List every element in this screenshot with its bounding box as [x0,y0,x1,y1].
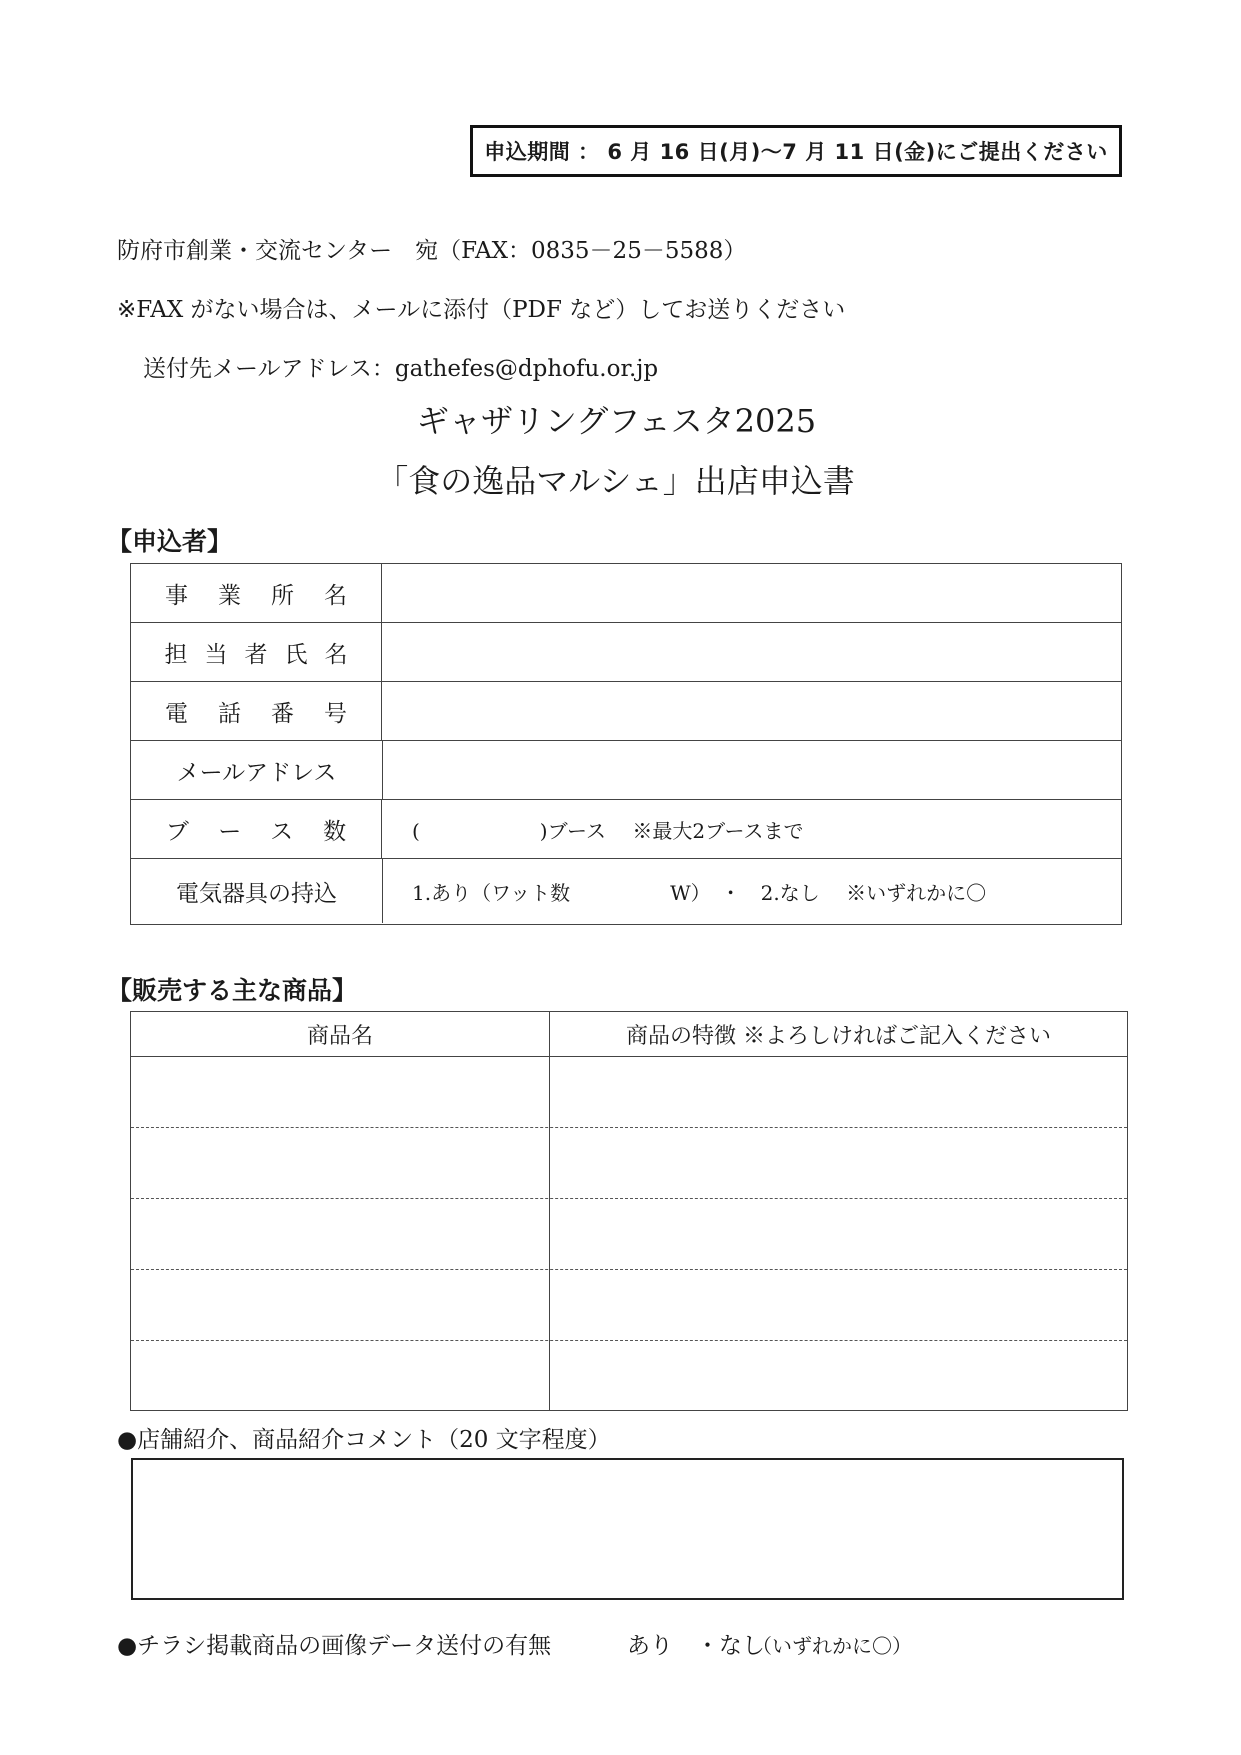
header-product-name: 商品名 [306,1023,373,1049]
product-feature-cell[interactable] [550,1341,1127,1409]
fax-note: ※FAX がない場合は、メールに添付（PDF など）してお送りください [117,297,846,323]
table-row [131,1341,1127,1409]
form-title-event: ギャザリングフェスタ2025 [416,402,817,440]
booth-count-field[interactable]: ( )ブース ※最大2ブースまで [412,818,804,843]
email-field[interactable] [383,741,1121,799]
product-name-cell[interactable] [131,1341,549,1409]
products-table-header [131,1012,1127,1057]
business-name-field[interactable] [383,564,1121,622]
form-title-main: 「食の逸品マルシェ」出店申込書 [376,462,855,500]
product-feature-cell[interactable] [550,1128,1127,1198]
product-name-cell[interactable] [131,1128,549,1198]
table-row [131,1199,1127,1270]
comment-label: ●店舗紹介、商品紹介コメント（20 文字程度） [117,1427,611,1453]
table-row [131,1057,1127,1128]
applicant-row-email [131,741,1121,800]
flyer-image-options[interactable]: あり ・なし [627,1633,765,1659]
applicant-row-electric [131,859,1121,923]
applicant-row-booth-count [131,800,1121,859]
products-table [130,1011,1128,1411]
applicant-heading: 【申込者】 [107,527,233,556]
applicant-row-business-name [131,564,1121,623]
table-row [131,1270,1127,1341]
applicant-label: 事業所名 [131,564,382,622]
product-name-cell[interactable] [131,1057,549,1127]
applicant-label: 電気器具の持込 [131,859,383,923]
applicant-label: 担当者氏名 [131,623,382,681]
products-heading: 【販売する主な商品】 [107,976,358,1005]
header-product-feature: 商品の特徴 ※よろしければご記入ください [626,1023,1051,1049]
applicant-row-phone [131,682,1121,741]
product-feature-cell[interactable] [550,1199,1127,1269]
deadline-notice [470,125,1122,177]
product-feature-cell[interactable] [550,1057,1127,1127]
applicant-label: メールアドレス [131,741,383,799]
applicant-table [130,563,1122,925]
product-feature-cell[interactable] [550,1270,1127,1340]
deadline-text: 申込期間 ： 6 月 16 日(月)～7 月 11 日(金)にご提出ください [484,140,1108,164]
flyer-image-label: ●チラシ掲載商品の画像データ送付の有無 [117,1633,552,1659]
comment-box[interactable] [131,1458,1124,1600]
email-line: 送付先メールアドレス：gathefes@dphofu.or.jp [143,356,659,382]
recipient-line: 防府市創業・交流センター 宛（FAX：0835－25－5588） [117,238,747,264]
applicant-row-contact-name [131,623,1121,682]
flyer-image-note: （いずれかに〇） [752,1634,912,1658]
phone-field[interactable] [383,682,1121,740]
product-name-cell[interactable] [131,1270,549,1340]
product-name-cell[interactable] [131,1199,549,1269]
table-row [131,1128,1127,1199]
electric-appliance-field[interactable]: 1.あり（ワット数 W） ・ 2.なし ※いずれかに〇 [412,880,987,905]
applicant-label: ブース数 [131,800,382,858]
contact-name-field[interactable] [383,623,1121,681]
applicant-label: 電話番号 [131,682,382,740]
